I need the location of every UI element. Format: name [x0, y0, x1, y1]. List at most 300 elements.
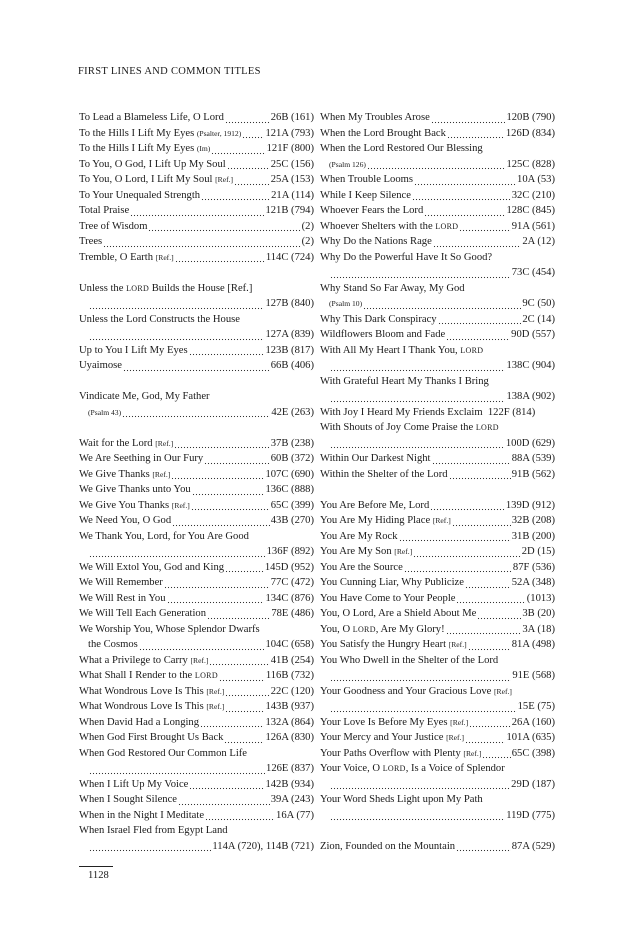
entry-title: We Give You Thanks	[79, 499, 170, 511]
entry-reference: 125C (828)	[506, 158, 555, 170]
entry-title: We Will Tell Each Generation	[79, 608, 207, 619]
entry-title: What Wondrous Love Is This	[79, 685, 204, 697]
entry-title: You Cunning Liar, Why Publicize	[320, 577, 464, 588]
index-entry	[320, 405, 555, 421]
entry-note: [Ref.]	[155, 438, 174, 448]
entry-title: While I Keep Silence	[320, 189, 411, 201]
entry-reference: 91E (568)	[512, 670, 555, 681]
entry-reference: 21A (114)	[271, 189, 314, 201]
entry-reference: 126E (837)	[266, 763, 314, 774]
entry-title: Within the Shelter of the Lord	[320, 468, 448, 480]
entry-reference: 2D (15)	[521, 546, 555, 557]
entry-line	[79, 126, 314, 142]
lord-small-caps: LORD	[382, 764, 406, 773]
entry-title: Wildflowers Bloom and Fade	[320, 329, 446, 340]
entry-line	[79, 591, 314, 607]
entry-line	[79, 482, 314, 498]
entry-reference: 42E (263)	[271, 406, 314, 418]
index-entry	[79, 730, 314, 746]
dot-leader	[465, 730, 505, 746]
entry-line	[79, 141, 314, 157]
entry-title: We Will Remember	[79, 577, 163, 588]
entry-line	[320, 374, 555, 390]
entry-note: [Ref.]	[215, 175, 234, 184]
index-entry	[320, 606, 555, 622]
entry-line	[320, 575, 555, 591]
entry-line	[79, 653, 314, 669]
entry-title: With Shouts of Joy Come Praise the LORD	[320, 422, 499, 433]
section-gap	[79, 265, 314, 281]
index-entry	[320, 343, 555, 374]
entry-line	[320, 234, 555, 250]
lord-small-caps: LORD	[475, 423, 499, 432]
entry-reference: 139D (912)	[505, 499, 555, 511]
dot-leader	[224, 730, 264, 746]
dot-leader	[89, 839, 211, 855]
entry-line	[79, 699, 314, 715]
entry-reference: 32B (208)	[511, 515, 555, 526]
entry-reference: 104C (658)	[265, 639, 314, 650]
index-entry	[79, 591, 314, 607]
index-entry	[320, 730, 555, 746]
left-index-column	[79, 110, 314, 854]
entry-title: Vindicate Me, God, My Father	[79, 391, 210, 402]
entry-continuation	[79, 761, 314, 777]
entry-reference: 126A (830)	[265, 732, 314, 743]
entry-title: When in the Night I Meditate	[79, 809, 205, 821]
entry-line	[79, 606, 314, 622]
entry-title: Tremble, O Earth	[79, 251, 154, 263]
dot-leader	[205, 808, 275, 824]
entry-continuation	[320, 389, 555, 405]
entry-reference: 77C (472)	[270, 577, 314, 588]
entry-reference: 22C (120)	[270, 685, 314, 697]
dot-leader	[130, 203, 264, 219]
entry-line	[320, 513, 555, 529]
entry-reference: 126D (834)	[505, 127, 555, 139]
entry-title: You Satisfy the Hungry Heart	[320, 639, 447, 650]
entry-note: [Ref.]	[448, 640, 467, 649]
entry-note: [Ref.]	[190, 655, 209, 665]
entry-note: [Ref.]	[155, 252, 174, 262]
entry-continuation	[79, 405, 314, 421]
index-entry	[79, 343, 314, 359]
index-entry	[79, 250, 314, 266]
entry-reference: 66B (406)	[270, 360, 314, 371]
entry-reference: (2)	[301, 220, 314, 232]
entry-line	[320, 343, 555, 359]
index-entry	[320, 839, 555, 855]
entry-title: You Are My Son	[320, 546, 392, 557]
entry-reference: 121A (793)	[265, 127, 314, 139]
entry-line	[79, 513, 314, 529]
entry-line	[320, 312, 555, 328]
entry-line	[320, 327, 555, 343]
dot-leader	[424, 203, 505, 219]
entry-reference: 119D (775)	[506, 809, 555, 821]
entry-title: Wait for the Lord	[79, 437, 153, 449]
entry-line	[320, 141, 555, 157]
entry-continuation	[320, 265, 555, 281]
entry-line	[320, 684, 555, 700]
section-gap	[79, 374, 314, 390]
dot-leader	[449, 467, 511, 483]
dot-leader	[330, 668, 511, 684]
entry-title: With All My Heart I Thank You, LORD	[320, 344, 484, 356]
entry-line	[79, 730, 314, 746]
entry-title: With Grateful Heart My Thanks I Bring	[320, 375, 489, 387]
entry-note: (Psalter, 1912)	[196, 128, 242, 138]
entry-continuation	[320, 436, 555, 452]
index-entry	[79, 141, 314, 157]
entry-title: What Shall I Render to the LORD	[79, 670, 218, 681]
dot-leader	[477, 606, 521, 622]
dot-leader	[482, 746, 510, 762]
dot-leader	[456, 591, 525, 607]
entry-title: We Thank You, Lord, for You Are Good	[79, 530, 249, 542]
entry-title: What Wondrous Love Is This	[79, 701, 204, 712]
entry-reference: 26A (160)	[511, 716, 555, 728]
entry-line	[320, 405, 555, 421]
index-entry	[79, 157, 314, 173]
entry-reference: 145D (952)	[264, 561, 314, 573]
lord-small-caps: LORD	[194, 671, 218, 680]
entry-line	[320, 544, 555, 560]
entry-continuation	[320, 358, 555, 374]
dot-leader	[171, 467, 264, 483]
entry-line	[79, 188, 314, 204]
dot-leader	[330, 389, 505, 405]
entry-title: You, O Lord, Are a Shield About Me	[320, 608, 477, 619]
entry-line	[79, 622, 314, 638]
index-entry	[79, 684, 314, 700]
entry-line	[320, 126, 555, 142]
dot-leader	[413, 544, 521, 560]
entry-title: Why Do the Nations Rage	[320, 236, 432, 247]
index-entry	[79, 126, 314, 142]
dot-leader	[89, 296, 264, 312]
entry-title: To Lead a Blameless Life, O Lord	[79, 112, 224, 123]
index-entry	[79, 808, 314, 824]
entry-reference: 132A (864)	[265, 716, 314, 728]
entry-title: Zion, Founded on the Mountain	[320, 840, 456, 852]
entry-title: Your Voice, O LORD, Is a Voice of Splendor	[320, 763, 505, 774]
entry-title: Whoever Fears the Lord	[320, 205, 424, 216]
index-entry	[320, 374, 555, 405]
entry-line	[79, 792, 314, 808]
entry-line	[320, 606, 555, 622]
index-entry	[79, 529, 314, 560]
entry-title: We Give Thanks	[79, 468, 150, 480]
entry-line	[320, 467, 555, 483]
entry-title: You Who Dwell in the Shelter of the Lord	[320, 654, 499, 666]
entry-reference: 73C (454)	[511, 267, 555, 278]
entry-reference: 9C (50)	[522, 298, 555, 309]
entry-note: [Ref.]	[450, 717, 469, 727]
dot-leader	[430, 498, 505, 514]
entry-title: To You, O God, I Lift Up My Soul	[79, 158, 226, 170]
dot-leader	[200, 715, 264, 731]
index-entry	[320, 203, 555, 219]
entry-reference: 26B (161)	[270, 112, 314, 123]
entry-continuation	[79, 296, 314, 312]
index-entry	[79, 746, 314, 777]
index-entry	[79, 699, 314, 715]
dot-leader	[148, 219, 300, 235]
entry-line	[79, 358, 314, 374]
entry-title: When God First Brought Us Back	[79, 732, 224, 743]
entry-line	[320, 560, 555, 576]
dot-leader	[330, 808, 505, 824]
entry-line	[79, 157, 314, 173]
entry-reference: 10A (53)	[517, 174, 555, 185]
dot-leader	[164, 575, 270, 591]
dot-leader	[414, 172, 516, 188]
entry-title: Why Do the Powerful Have It So Good?	[320, 251, 493, 263]
entry-reference: 32C (210)	[511, 189, 555, 201]
entry-title: When Israel Fled from Egypt Land	[79, 825, 228, 836]
dot-leader	[363, 296, 521, 312]
entry-reference: 78E (486)	[271, 608, 314, 619]
entry-title: When I Sought Silence	[79, 794, 177, 805]
entry-note: [Ref.]	[463, 748, 482, 758]
entry-title: Unless the Lord Constructs the House	[79, 313, 240, 325]
entry-reference: 2C (14)	[522, 313, 555, 325]
entry-reference: 114A (720), 114B (721)	[212, 840, 314, 852]
entry-title: Up to You I Lift My Eyes	[79, 344, 188, 356]
entry-title: Your Love Is Before My Eyes	[320, 716, 448, 728]
entry-title: We Will Extol You, God and King	[79, 561, 225, 573]
index-entry	[320, 327, 555, 343]
dot-leader	[89, 544, 266, 560]
entry-line	[320, 188, 555, 204]
entry-title: You Are the Source	[320, 561, 403, 573]
entry-reference: 3A (18)	[522, 623, 555, 635]
entry-reference: 100D (629)	[505, 437, 555, 449]
entry-title: Your Mercy and Your Justice	[320, 732, 444, 743]
entry-note: [Ref.]	[432, 516, 451, 525]
entry-title: We Worship You, Whose Splendor Dwarfs	[79, 623, 260, 635]
entry-title: What a Privilege to Carry	[79, 654, 188, 666]
entry-reference: 138A (902)	[506, 391, 555, 402]
index-entry	[79, 482, 314, 498]
entry-line	[79, 389, 314, 405]
entry-line	[79, 219, 314, 235]
index-entry	[320, 529, 555, 545]
index-entry	[79, 389, 314, 420]
index-entry	[320, 467, 555, 483]
entry-reference: 114C (724)	[265, 251, 314, 263]
index-entry	[320, 312, 555, 328]
entry-title: Uyaimose	[79, 360, 122, 371]
entry-reference: 3B (20)	[522, 608, 555, 619]
entry-title: You Have Come to Your People	[320, 592, 456, 604]
entry-reference: 142B (934)	[265, 778, 314, 790]
index-entry	[79, 188, 314, 204]
entry-reference: 138C (904)	[506, 360, 555, 371]
index-entry	[320, 575, 555, 591]
entry-line	[79, 203, 314, 219]
entry-line	[79, 575, 314, 591]
entry-line	[79, 746, 314, 762]
index-entry	[79, 823, 314, 854]
entry-title: Why This Dark Conspiracy	[320, 313, 437, 325]
entry-title: With Joy I Heard My Friends Exclaim	[320, 406, 483, 418]
entry-reference: 143B (937)	[265, 701, 314, 712]
entry-reference: 39A (243)	[270, 794, 314, 805]
entry-line	[79, 668, 314, 684]
index-entry	[320, 746, 555, 762]
entry-title: We Need You, O God	[79, 515, 172, 526]
index-entry	[79, 575, 314, 591]
lord-small-caps: LORD	[460, 345, 484, 355]
entry-line	[79, 234, 314, 250]
entry-line	[79, 172, 314, 188]
dot-leader	[204, 451, 270, 467]
index-entry	[320, 637, 555, 653]
entry-reference: 65C (398)	[511, 747, 555, 759]
entry-line	[79, 715, 314, 731]
entry-title: Tree of Wisdom	[79, 220, 148, 232]
index-entry	[79, 234, 314, 250]
entry-title: Why Stand So Far Away, My God	[320, 282, 465, 294]
entry-title: To the Hills I Lift My Eyes	[79, 143, 195, 154]
index-entry	[79, 653, 314, 669]
index-entry	[79, 172, 314, 188]
entry-line	[79, 110, 314, 126]
entry-reference: 65C (399)	[270, 499, 314, 511]
entry-reference: 136C (888)	[265, 484, 314, 495]
entry-reference: 16A (77)	[276, 809, 314, 821]
entry-line	[320, 715, 555, 731]
index-entry	[320, 110, 555, 126]
dot-leader	[219, 668, 265, 684]
entry-reference: 122F (814)	[482, 406, 536, 418]
lord-small-caps: LORD	[435, 221, 459, 231]
entry-reference: 101A (635)	[506, 732, 555, 743]
entry-reference: 87A (529)	[511, 840, 555, 852]
entry-reference: (1013)	[526, 592, 555, 604]
entry-reference: 127A (839)	[265, 329, 314, 340]
dot-leader	[225, 684, 269, 700]
index-entry	[320, 544, 555, 560]
dot-leader	[468, 637, 511, 653]
entry-line	[79, 451, 314, 467]
entry-line	[79, 498, 314, 514]
entry-note: [Ref.]	[171, 500, 190, 510]
entry-title: When Trouble Looms	[320, 174, 413, 185]
entry-reference: 134C (876)	[265, 592, 314, 604]
dot-leader	[330, 436, 505, 452]
entry-note: (Psalm 126)	[329, 159, 366, 169]
index-entry	[320, 591, 555, 607]
index-entry	[79, 312, 314, 343]
entry-title: When the Lord Restored Our Blessing	[320, 143, 483, 154]
index-entry	[79, 668, 314, 684]
dot-leader	[209, 653, 269, 669]
dot-leader	[225, 110, 270, 126]
entry-note: [Ref.]	[446, 733, 464, 742]
index-entry	[79, 451, 314, 467]
entry-line	[79, 529, 314, 545]
lord-small-caps: LORD	[352, 624, 376, 634]
entry-reference: 121B (794)	[265, 205, 314, 216]
index-entry	[79, 219, 314, 235]
entry-line	[320, 281, 555, 297]
index-entry	[79, 606, 314, 622]
entry-title: You, O LORD, Are My Glory!	[320, 623, 445, 635]
entry-reference: 91B (562)	[511, 468, 555, 480]
dot-leader	[433, 234, 522, 250]
entry-reference: 121F (800)	[266, 143, 314, 154]
entry-title: We Are Seething in Our Fury	[79, 453, 204, 464]
index-entry	[79, 560, 314, 576]
entry-reference: 37B (238)	[270, 437, 314, 449]
dot-leader	[456, 839, 511, 855]
entry-continuation	[79, 327, 314, 343]
entry-title: Unless the LORD Builds the House [Ref.]	[79, 282, 253, 294]
entry-line	[79, 250, 314, 266]
dot-leader	[175, 250, 265, 266]
entry-title: Your Goodness and Your Gracious Love	[320, 685, 492, 697]
entry-reference: 15E (75)	[517, 701, 555, 712]
section-gap	[79, 420, 314, 436]
index-entry	[79, 358, 314, 374]
section-gap	[320, 823, 555, 839]
entry-title: To Your Unequaled Strength	[79, 189, 201, 201]
entry-line	[79, 312, 314, 328]
index-entry	[320, 653, 555, 684]
entry-reference: 88A (539)	[511, 453, 555, 464]
index-entry	[79, 513, 314, 529]
dot-leader	[139, 637, 265, 653]
dot-leader	[412, 188, 511, 204]
entry-reference: 2A (12)	[522, 236, 555, 247]
entry-note: (Psalm 10)	[329, 299, 363, 308]
dot-leader	[189, 343, 265, 359]
dot-leader	[211, 141, 265, 157]
entry-title: Whoever Shelters with the LORD	[320, 220, 459, 232]
entry-title: When God Restored Our Common Life	[79, 747, 247, 759]
entry-note: [Ref.]	[494, 686, 512, 696]
entry-line	[79, 436, 314, 452]
index-entry	[320, 622, 555, 638]
dot-leader	[432, 451, 511, 467]
lord-small-caps: LORD	[126, 283, 150, 293]
dot-leader	[452, 513, 511, 529]
index-entry	[320, 141, 555, 172]
dot-leader	[446, 622, 522, 638]
entry-title: Your Word Sheds Light upon My Path	[320, 794, 483, 805]
entry-continuation	[79, 839, 314, 855]
dot-leader	[174, 436, 270, 452]
entry-reference: 29D (187)	[511, 778, 555, 790]
entry-note: [Ref.]	[206, 702, 225, 711]
dot-leader	[189, 777, 264, 793]
entry-line	[320, 498, 555, 514]
dot-leader	[123, 358, 270, 374]
dot-leader	[234, 172, 270, 188]
entry-line	[79, 684, 314, 700]
entry-title: To the Hills I Lift My Eyes	[79, 127, 195, 139]
entry-line	[320, 250, 555, 266]
dot-leader	[225, 560, 264, 576]
dot-leader	[465, 575, 511, 591]
dot-leader	[89, 327, 264, 343]
entry-reference: 43B (270)	[270, 515, 314, 526]
entry-reference: 127B (840)	[265, 298, 314, 309]
index-entry	[320, 761, 555, 792]
